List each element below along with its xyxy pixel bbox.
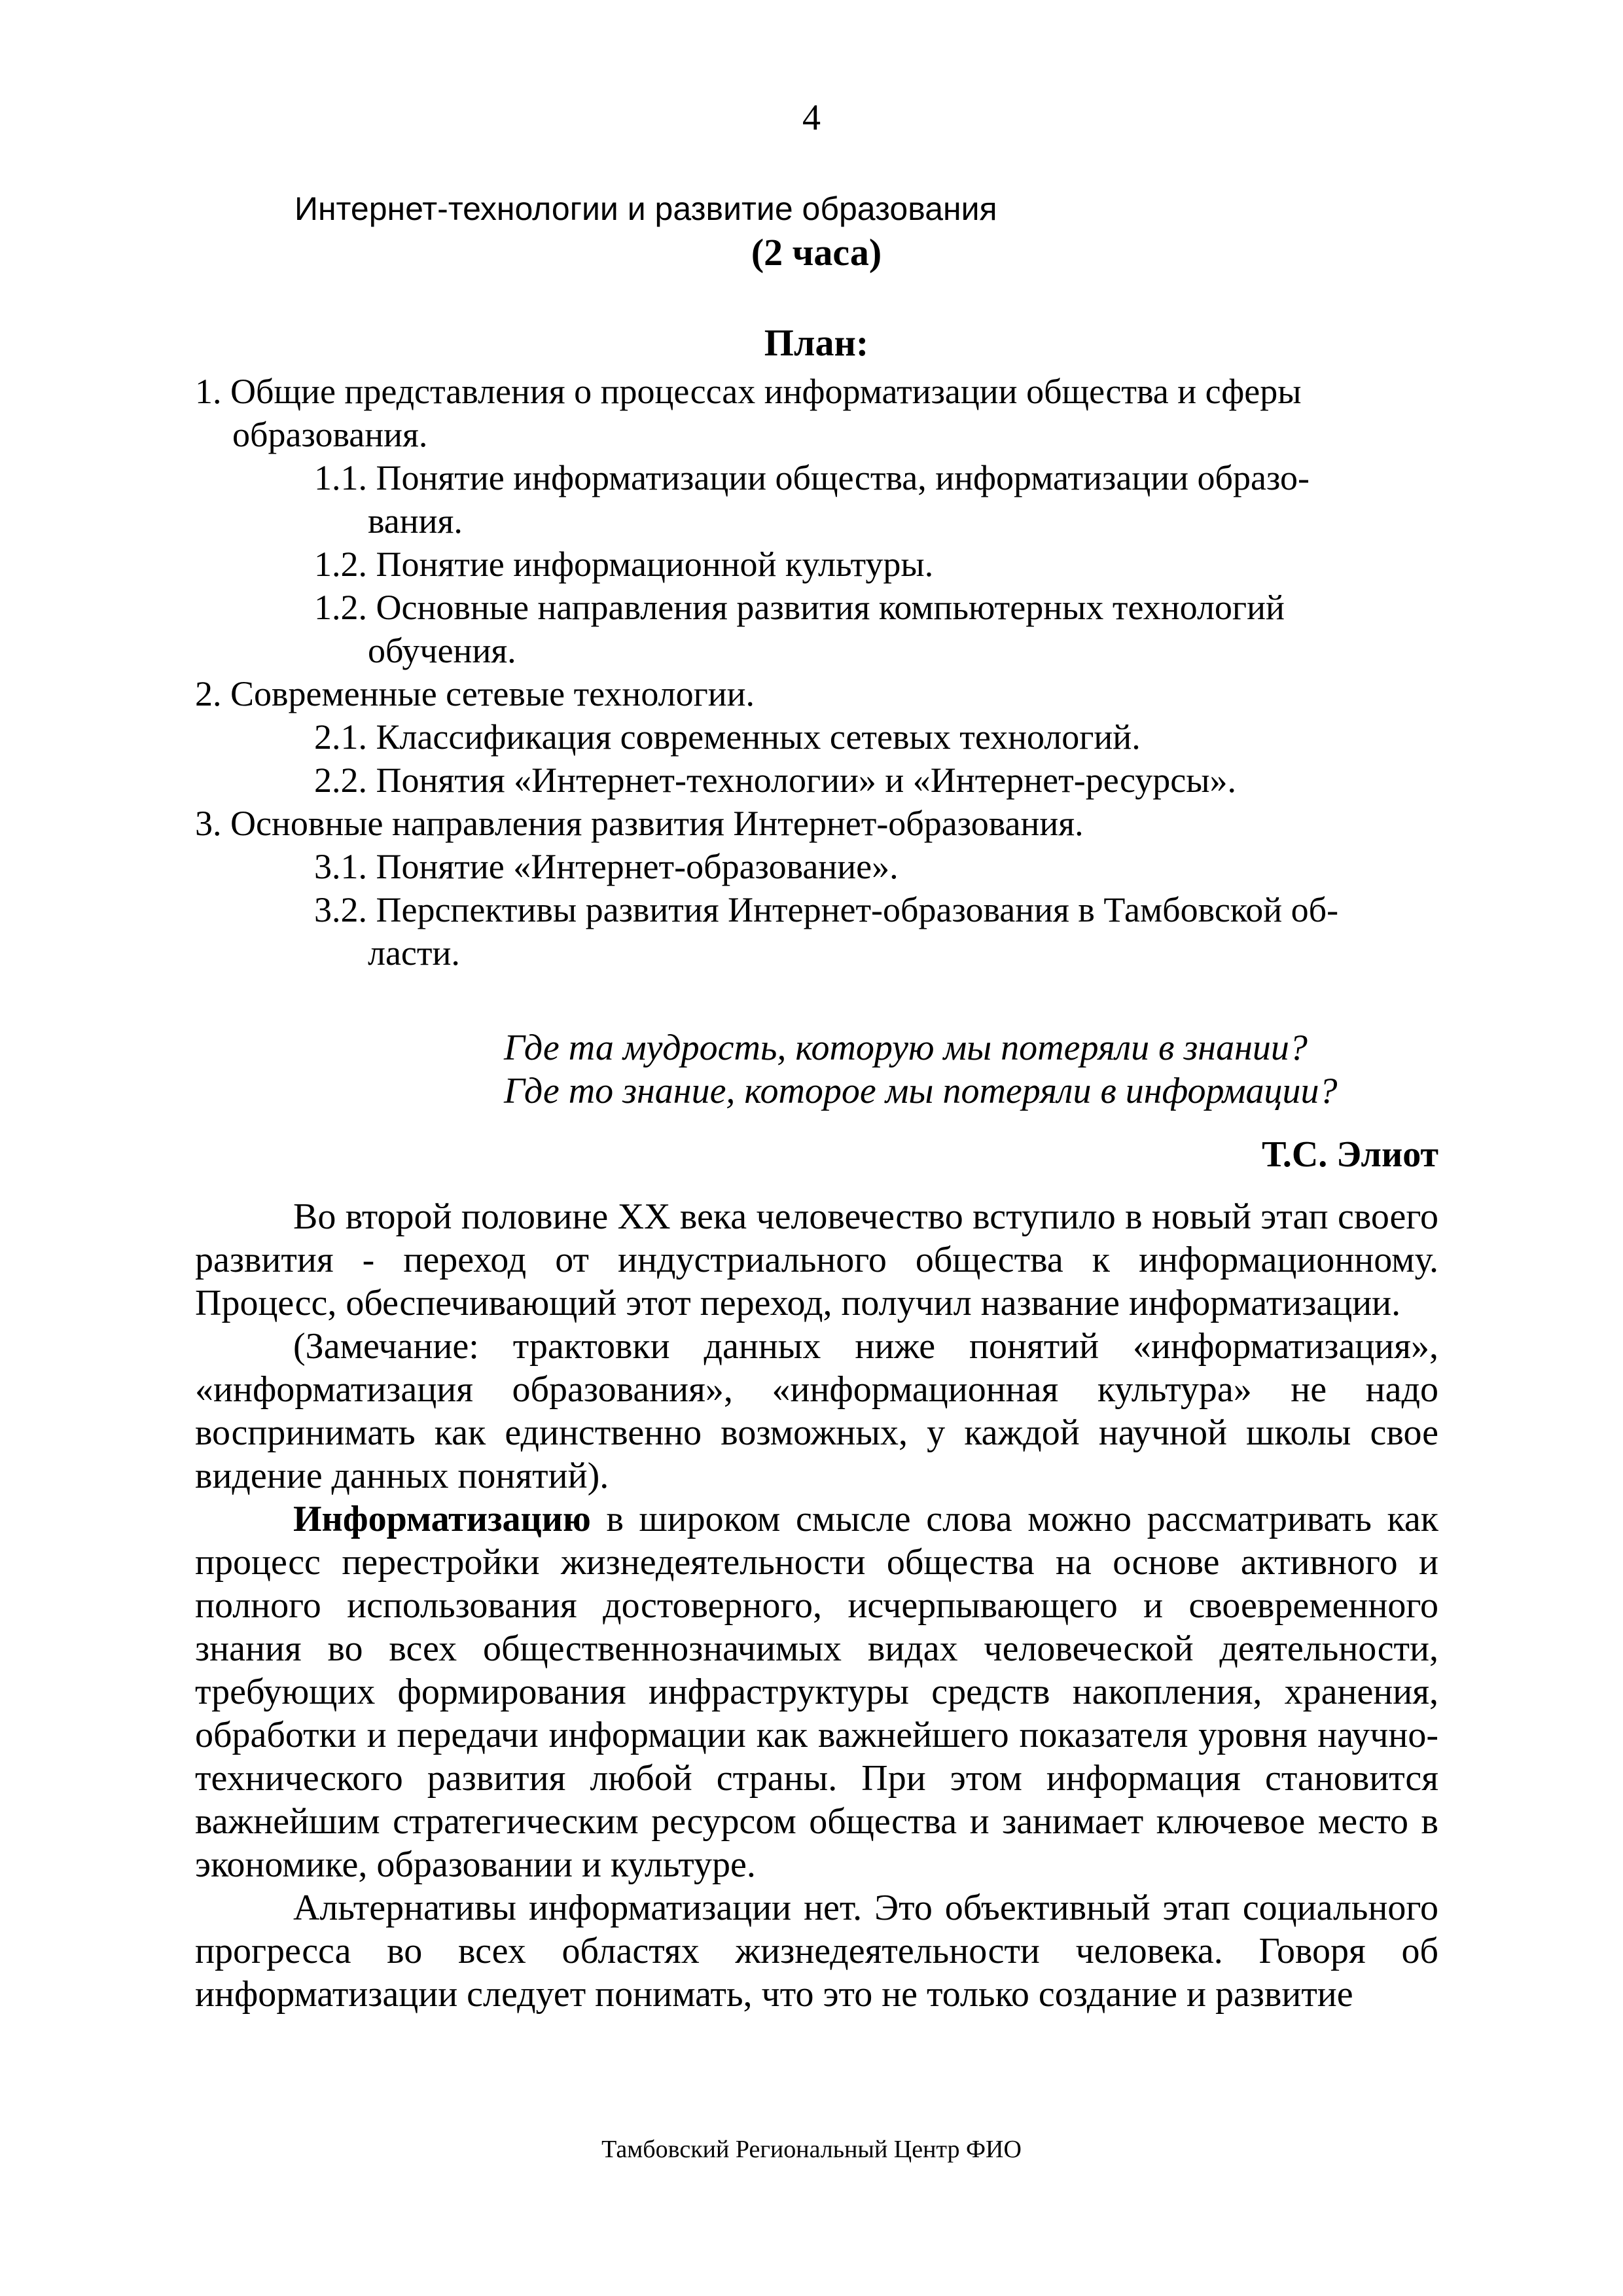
page-number: 4	[802, 98, 821, 138]
document-title: Интернет-технологии и развитие образования	[294, 190, 997, 227]
plan-item-1-1-cont: вания.	[368, 501, 463, 541]
plan-item-3-2: 3.2. Перспективы развития Интернет-образования в Тамбовской об-	[314, 890, 1339, 929]
plan-item-1-1: 1.1. Понятие информатизации общества, информатизации образо-	[314, 458, 1310, 497]
plan-item-3-2-cont: ласти.	[368, 933, 460, 973]
plan-item-1-2b-cont: обучения.	[368, 631, 516, 670]
paragraph-2: (Замечание: трактовки данных ниже понятий «информатизация», «информатизация образования», «информационная культура» не надо воспринимать как единственно возможных, у каждой научной школы свое видение данных понятий).	[195, 1326, 1438, 1496]
epigraph	[504, 1026, 1338, 1113]
page-footer: Тамбовский Региональный Центр ФИО	[601, 2136, 1022, 2163]
paragraph-4: Альтернативы информатизации нет. Это объективный этап социального прогресса во всех областях жизнедеятельности человека. Говоря об информатизации следует понимать, что это не только создание и развитие	[195, 1888, 1438, 2015]
plan-item-1: 1. Общие представления о процессах информатизации общества и сферы	[195, 372, 1302, 411]
paragraph-1: Во второй половине XX века человечество вступило в новый этап своего развития - переход от индустриального общества к информационному. Процесс, обеспечивающий этот переход, получил название информатизации.	[195, 1196, 1438, 1323]
plan-item-2-1: 2.1. Классификация современных сетевых технологий.	[314, 717, 1141, 757]
epigraph-line-1: Где та мудрость, которую мы потеряли в знании?	[504, 1028, 1308, 1068]
plan-heading: План:	[764, 321, 869, 364]
epigraph-author: Т.С. Элиот	[1262, 1134, 1438, 1175]
epigraph-line-2: Где то знание, которое мы потеряли в информации?	[504, 1071, 1338, 1111]
plan-item-1-2b: 1.2. Основные направления развития компьютерных технологий	[314, 588, 1285, 627]
plan-item-3-1: 3.1. Понятие «Интернет-образование».	[314, 847, 899, 886]
plan-item-2: 2. Современные сетевые технологии.	[195, 674, 755, 713]
plan-item-3: 3. Основные направления развития Интернет-образования.	[195, 804, 1084, 843]
paragraph-3	[195, 1498, 1438, 1886]
plan-item-1-2: 1.2. Понятие информационной культуры.	[314, 545, 934, 584]
plan-item-1-cont: образования.	[232, 415, 428, 454]
plan-item-2-2: 2.2. Понятия «Интернет-технологии» и «Интернет-ресурсы».	[314, 761, 1237, 800]
document-subtitle: (2 часа)	[751, 231, 882, 274]
paragraph-3-text: в широком смысле слова можно рассматривать как процесс перестройки жизнедеятельности общества на основе активного и полного использования достоверного, исчерпывающего и своевременного знания во всех общественнозначимых видах человеческой деятельности, требующих формирования инфраструктуры средств накопления, хранения, обработки и передачи информации как важнейшего показателя уровня научно-технического развития любой страны. При этом информация становится важнейшим стратегическим ресурсом общества и занимает ключевое место в экономике, образовании и культуре.	[195, 1499, 1438, 1885]
body-text	[195, 1195, 1438, 2016]
paragraph-3-term: Информатизацию	[293, 1499, 591, 1539]
